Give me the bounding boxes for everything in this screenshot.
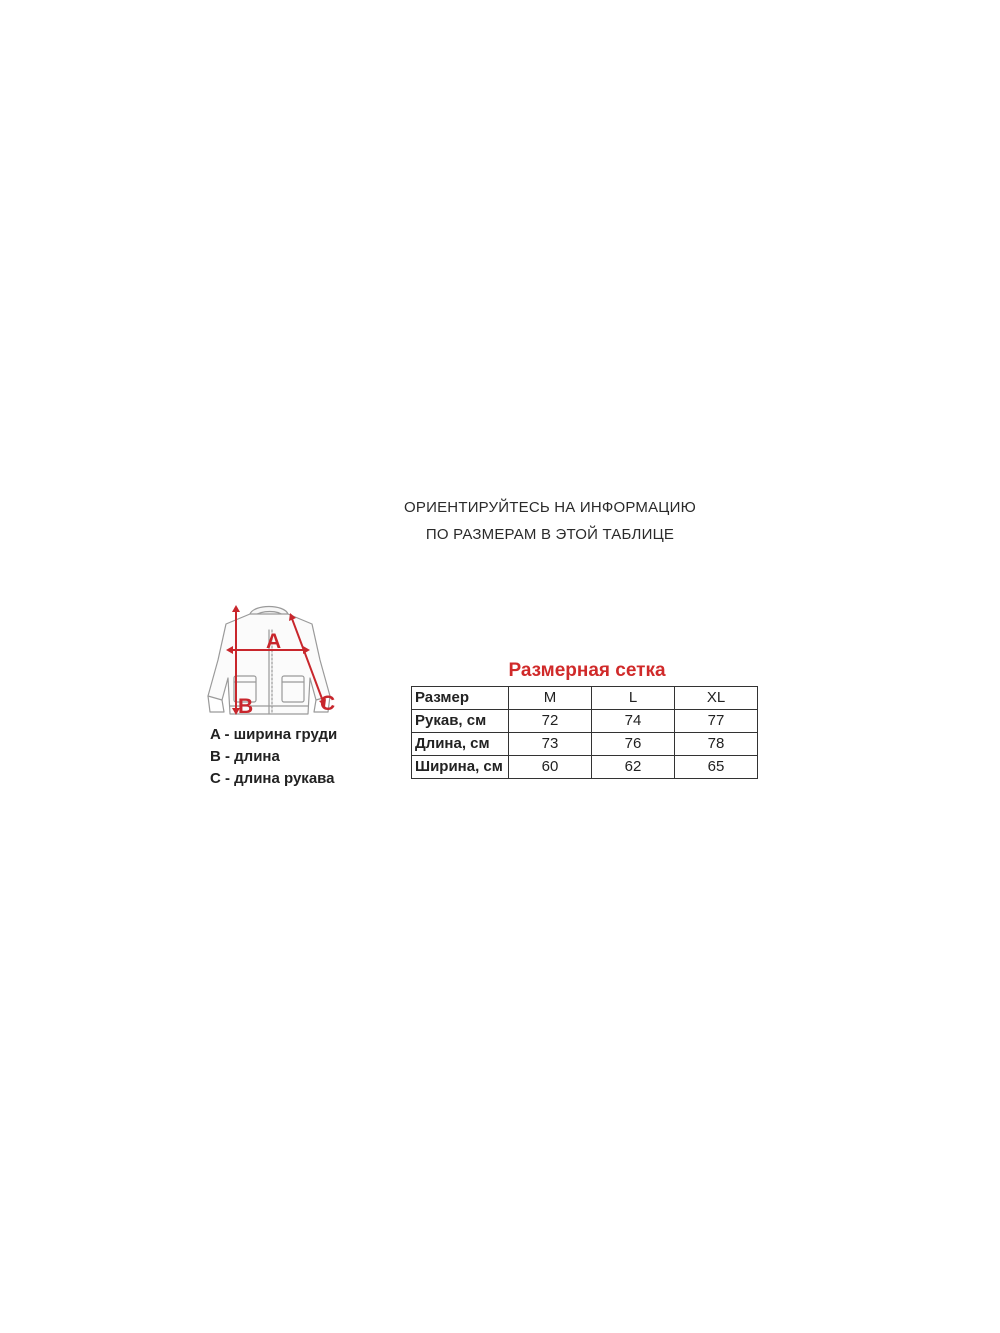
legend-item-a: A - ширина груди	[210, 726, 338, 743]
label-c: C	[320, 692, 336, 715]
size-table	[411, 686, 758, 779]
row-label: Рукав, см	[412, 710, 509, 733]
table-header-row	[412, 687, 758, 710]
header-cell: XL	[675, 687, 758, 710]
size-table-title: Размерная сетка	[508, 660, 666, 681]
label-a: A	[266, 630, 282, 653]
measurement-legend	[210, 724, 337, 790]
label-b: B	[238, 695, 254, 718]
instruction-line-1: ОРИЕНТИРУЙТЕСЬ НА ИНФОРМАЦИЮ	[404, 499, 696, 516]
table-cell: 74	[592, 710, 675, 733]
row-label: Ширина, см	[412, 756, 509, 779]
instruction-line-2: ПО РАЗМЕРАМ В ЭТОЙ ТАБЛИЦЕ	[425, 526, 675, 543]
row-label: Длина, см	[412, 733, 509, 756]
table-cell: 65	[675, 756, 758, 779]
table-cell: 77	[675, 710, 758, 733]
table-cell: 60	[509, 756, 592, 779]
table-row	[412, 710, 758, 733]
header-cell: L	[592, 687, 675, 710]
table-row	[412, 756, 758, 779]
header-cell: Размер	[412, 687, 509, 710]
table-cell: 76	[592, 733, 675, 756]
table-row	[412, 733, 758, 756]
table-cell: 73	[509, 733, 592, 756]
table-cell: 62	[592, 756, 675, 779]
jacket-measurement-diagram	[196, 600, 342, 724]
table-cell: 78	[675, 733, 758, 756]
legend-item-c: C - длина рукава	[210, 770, 335, 787]
header-cell: M	[509, 687, 592, 710]
legend-item-b: B - длина	[210, 748, 280, 765]
table-cell: 72	[509, 710, 592, 733]
